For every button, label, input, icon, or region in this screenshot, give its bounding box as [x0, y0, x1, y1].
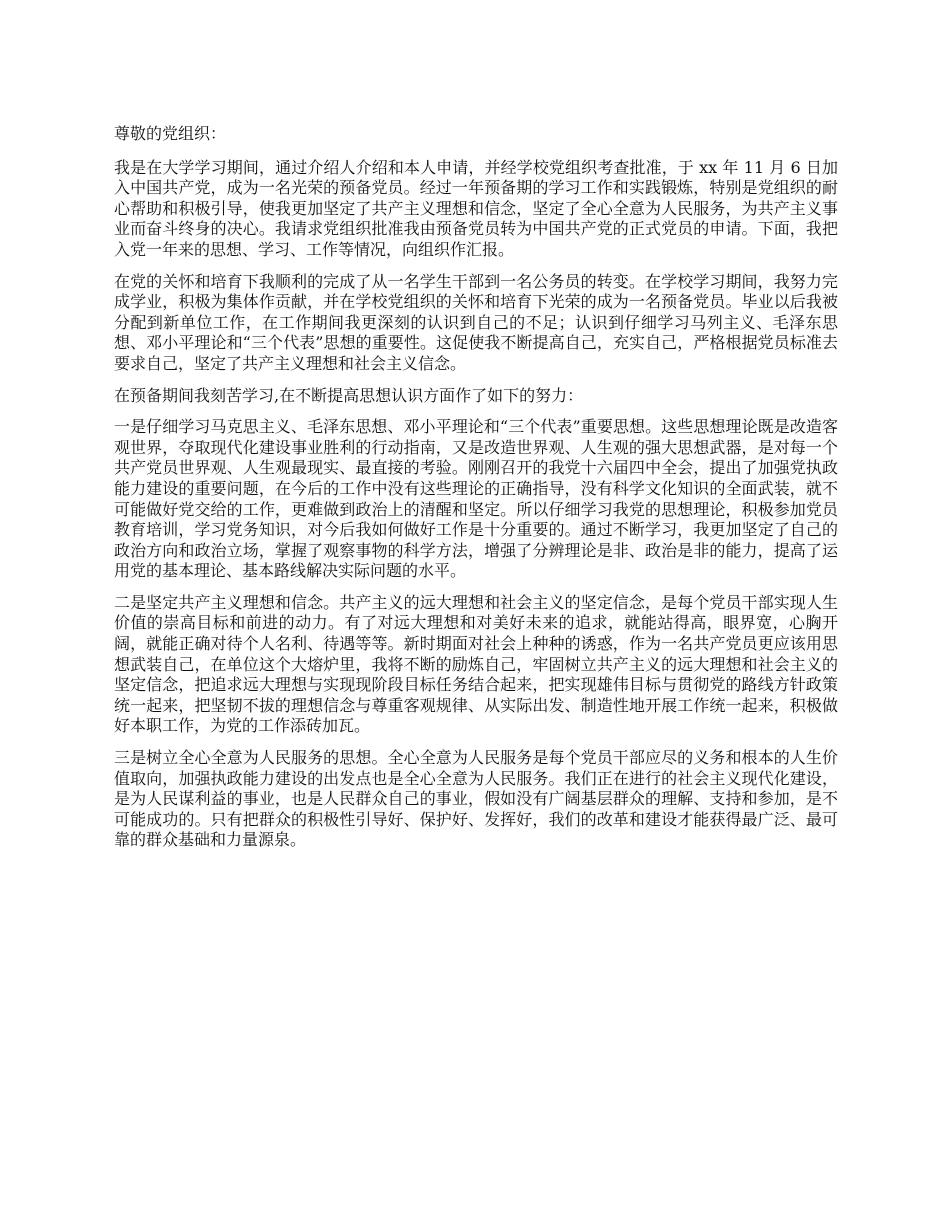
paragraph-ideals-beliefs: 二是坚定共产主义理想和信念。共产主义的远大理想和社会主义的坚定信念，是每个党员干部实现人生价值的崇高目标和前进的动力。有了对远大理想和对美好未来的追求，就能站得高，眼界宽，心胸开阔，就能正确对待个人名利、待遇等等。新时期面对社会上种种的诱惑，作为一名共产党员更应该用思想武装自己，在单位这个大熔炉里，我将不断的励炼自己，牢固树立共产主义的远大理想和社会主义的坚定信念，把追求远大理想与实现现阶段目标任务结合起来，把实现雄伟目标与贯彻党的路线方针政策统一起来，把坚韧不拔的理想信念与尊重客观规律、从实际出发、制造性地开展工作统一起来，积极做好本职工作，为党的工作添砖加瓦。 [114, 592, 838, 736]
paragraph-transition: 在党的关怀和培育下我顺利的完成了从一名学生干部到一名公务员的转变。在学校学习期间，我努力完成学业，积极为集体作贡献，并在学校党组织的关怀和培育下光荣的成为一名预备党员。毕业以后我被分配到新单位工作，在工作期间我更深刻的认识到自己的不足；认识到仔细学习马列主义、毛泽东思想、邓小平理论和“三个代表”思想的重要性。这促使我不断提高自己，充实自己，严格根据党员标准去要求自己，坚定了共产主义理想和社会主义信念。 [114, 271, 838, 373]
paragraph-study-theory: 一是仔细学习马克思主义、毛泽东思想、邓小平理论和“三个代表”重要思想。这些思想理论既是改造客观世界，夺取现代化建设事业胜利的行动指南，又是改造世界观、人生观的强大思想武器，是对每一个共产党员世界观、人生观最现实、最直接的考验。刚刚召开的我党十六届四中全会，提出了加强党执政能力建设的重要问题，在今后的工作中没有这些理论的正确指导，没有科学文化知识的全面武装，就不可能做好党交给的工作，更难做到政治上的清醒和坚定。所以仔细学习我党的思想理论，积极参加党员教育培训，学习党务知识，对今后我如何做好工作是十分重要的。通过不断学习，我更加坚定了自己的政治方向和政治立场，掌握了观察事物的科学方法，增强了分辨理论是非、政治是非的能力，提高了运用党的基本理论、基本路线解决实际问题的水平。 [114, 417, 838, 581]
paragraph-intro-efforts: 在预备期间我刻苦学习,在不断提高思想认识方面作了如下的努力： [114, 385, 584, 405]
paragraph-serve-people: 三是树立全心全意为人民服务的思想。全心全意为人民服务是每个党员干部应尽的义务和根本的人生价值取向，加强执政能力建设的出发点也是全心全意为人民服务。我们正在进行的社会主义现代化建设，是为人民谋利益的事业，也是人民群众自己的事业，假如没有广阔基层群众的理解、支持和参加，是不可能成功的。只有把群众的积极性引导好、保护好、发挥好，我们的改革和建设才能获得最广泛、最可靠的群众基础和力量源泉。 [114, 748, 838, 850]
document-page [114, 124, 838, 862]
salutation: 尊敬的党组织： [114, 124, 227, 143]
paragraph-application: 我是在大学学习期间，通过介绍人介绍和本人申请，并经学校党组织考查批准，于 xx 年 11 月 6 日加入中国共产党，成为一名光荣的预备党员。经过一年预备期的学习工作和实践锻炼，特别是党组织的耐心帮助和积极引导，使我更加坚定了共产主义理想和信念，坚定了全心全意为人民服务，为共产主义事业而奋斗终身的决心。我请求党组织批准我由预备党员转为中国共产党的正式党员的申请。下面，我把入党一年来的思想、学习、工作等情况，向组织作汇报。 [114, 157, 838, 259]
